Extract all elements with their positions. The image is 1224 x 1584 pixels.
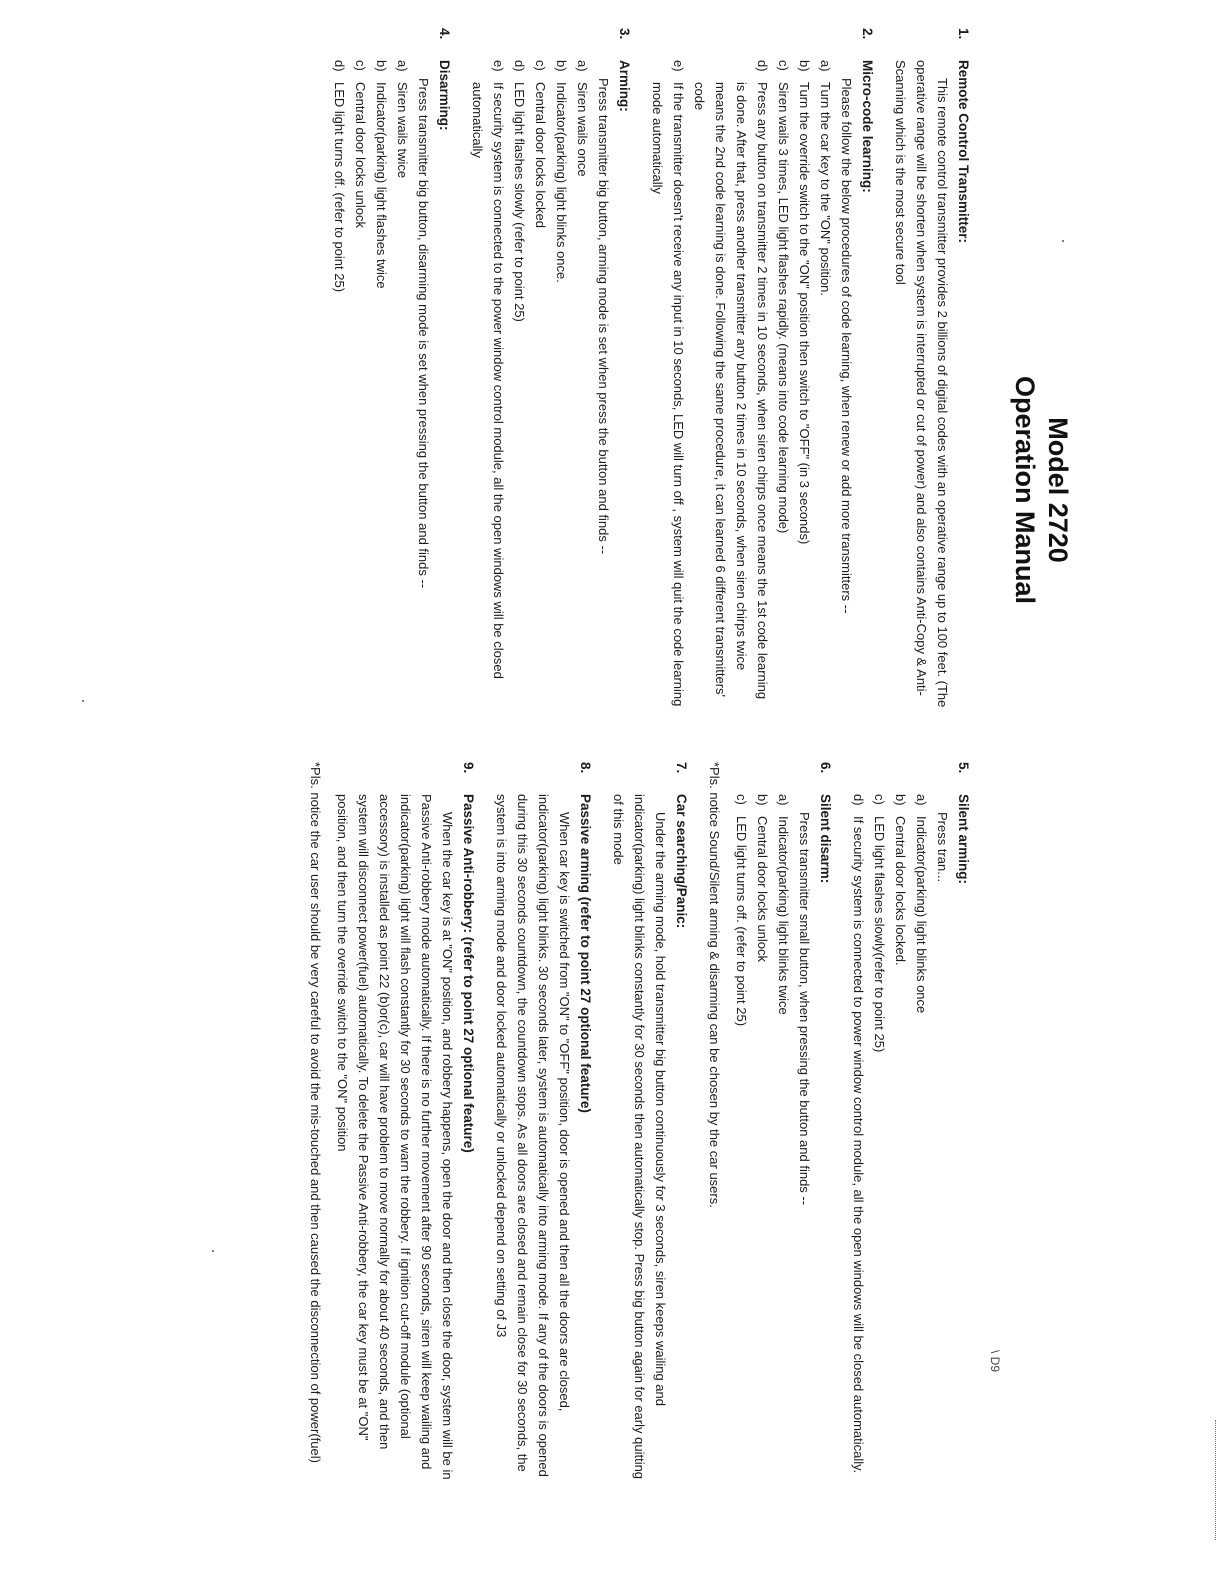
- section-text: When car key is switched from "ON" to "OFF" position, door is opened and then all the doors are closed, indicator(parking) light blinks. 30 seconds later, system is automatically into arming mode. If any of the doors is opened during this 30 seconds countdown, the countdown stops. As all doors are closed and remain close for 30 seconds, the system is into arming mode and door locked automatically or unlocked depend on setting of J3: [494, 794, 572, 1477]
- scan-speck: [82, 700, 84, 702]
- list-item: [350, 60, 371, 708]
- section-number: 7.: [674, 762, 689, 774]
- section-number: 5.: [956, 762, 971, 774]
- list-item: [689, 60, 773, 708]
- section-number: 6.: [818, 762, 833, 774]
- item-key: b): [554, 60, 569, 72]
- item-key: b): [374, 60, 389, 72]
- section-heading: Passive Anti-robbery: (refer to point 27 optional feature): [461, 794, 476, 1153]
- section-number: 8.: [578, 762, 593, 774]
- notice-text: *Pls. notice the car user should be very careful to avoid the mis-touched and then caused the disconnection of power(fuel): [308, 762, 323, 1463]
- list-item: [647, 60, 689, 708]
- item-text: Indicator(parking) light blinks once.: [554, 82, 569, 283]
- section-heading: Passive arming (refer to point 27 optional feature): [578, 794, 593, 1113]
- item-key: a): [575, 60, 590, 72]
- item-text: LED light turns off. (refer to point 25): [734, 816, 749, 1027]
- section-heading: Remote Control Transmitter:: [956, 60, 971, 244]
- section-intro: Press tran...: [935, 812, 950, 883]
- item-text: LED light turns off. (refer to point 25): [332, 82, 347, 293]
- item-text: Central door locks unlock: [755, 816, 770, 962]
- item-key: d): [755, 60, 770, 72]
- section-arming: [467, 28, 635, 708]
- item-key: d): [512, 60, 527, 72]
- section-text: Under the arming mode, hold transmitter big button continuously for 3 seconds, siren keeps wailing and indicator(parking) light blinks constantly for 30 seconds then automatically stop. Press big button again for early quitting of this mode: [611, 794, 668, 1480]
- item-key: d): [332, 60, 347, 72]
- item-key: a): [914, 794, 929, 806]
- item-text: Turn the override switch to the "ON" position then switch to "OFF" (in 3 seconds): [797, 82, 812, 545]
- list-item: [371, 60, 392, 708]
- item-text: Siren wails twice: [395, 82, 410, 179]
- section-code-learning: [647, 28, 878, 708]
- item-key: c): [353, 60, 368, 71]
- item-key: c): [734, 794, 749, 805]
- item-key: a): [776, 794, 791, 806]
- list-item: [530, 60, 551, 708]
- section-number: 1.: [956, 28, 971, 40]
- section-number: 9.: [461, 762, 476, 774]
- section-text: When the car key is at "ON" position, and robbery happens, open the door and then close the door, system will be in Passive Anti-robbery mode automatically. If there is no further movement after 90 seconds, siren will keep wailing and indicator(parking) light will flash constantly for 30 seconds to warn the robbery. If ignition cut-off module (optional accessory) is installed as point 22 (b)or(c), car will have problem to move normally for about 40 seconds, and then system will disconnect power(fuel) automatically. To delete the Passive Anti-robbery, the car key must be at "ON" position, and then turn the override switch to the "ON" position: [335, 794, 455, 1480]
- item-key: a): [818, 60, 833, 72]
- item-key: c): [872, 794, 887, 805]
- list-item: [509, 60, 530, 708]
- section-heading: Car searching/Panic:: [674, 794, 689, 929]
- section-silent-disarm: [704, 762, 836, 1482]
- item-text: Turn the car key to the "ON" position.: [818, 82, 833, 296]
- section-heading: Silent arming:: [956, 794, 971, 885]
- section-disarming: [329, 28, 455, 708]
- item-text: Press any button on transmitter 2 times in 10 seconds, when siren chirps once means the 1st code learning is done. After that, press another transmitter any button 2 times in 10 seconds, when siren chirps twice means the 2nd code learning is done. Following the same procedure, it can learned 6 different transmitters' code: [692, 82, 770, 700]
- section-intro: Press transmitter big button, arming mode is set when press the button and finds --: [596, 78, 611, 555]
- section-number: 2.: [860, 28, 875, 40]
- section-heading: Silent disarm:: [818, 794, 833, 884]
- list-item: [329, 60, 350, 708]
- left-column: [317, 28, 974, 708]
- list-item: [848, 794, 869, 1482]
- list-item: [911, 794, 932, 1482]
- notice-text: *Pls. notice Sound/Silent arming & disarming can be chosen by the car users.: [707, 762, 722, 1208]
- list-item: [815, 60, 836, 708]
- item-text: If the transmitter doesn't receive any input in 10 seconds, LED will turn off , system will quit the code learning mode automatically: [650, 82, 686, 707]
- section-number: 3.: [617, 28, 632, 40]
- item-key: e): [671, 60, 686, 72]
- section-intro: Press transmitter big button, disarming mode is set when pressing the button and finds --: [416, 78, 431, 589]
- item-key: b): [893, 794, 908, 806]
- item-text: If security system is connected to power window control module, all the open windows will be closed automatically.: [851, 816, 866, 1474]
- item-key: b): [755, 794, 770, 806]
- list-item: [572, 60, 593, 708]
- item-key: b): [797, 60, 812, 72]
- list-item: [551, 60, 572, 708]
- list-item: [773, 60, 794, 708]
- item-text: LED light flashes slowly (refer to point 25): [512, 82, 527, 322]
- item-text: Siren wails once: [575, 82, 590, 177]
- section-remote-control: [890, 28, 974, 708]
- list-item: [731, 794, 752, 1482]
- list-item: [752, 794, 773, 1482]
- title-block: [1008, 230, 1074, 750]
- section-text: This remote control transmitter provides 2 billions of digital codes with an operative range up to 100 feet. (The operative range will be shorten when system is interrupted or cut of power) and also contains Anti-Copy & Anti-Scanning which is the most secure tool: [893, 60, 950, 708]
- item-text: Indicator(parking) light blinks twice: [776, 816, 791, 1015]
- item-key: c): [776, 60, 791, 71]
- corner-mark: \ D9: [988, 1350, 1002, 1373]
- scan-speck: [212, 1250, 214, 1252]
- item-key: d): [851, 794, 866, 806]
- model-title: Model 2720: [1043, 417, 1073, 563]
- section-intro: Press transmitter small button, when pressing the button and finds --: [797, 812, 812, 1206]
- section-car-searching: [608, 762, 692, 1482]
- section-intro: Please follow the below procedures of code learning, when renew or add more transmitters --: [839, 78, 854, 614]
- manual-title: Operation Manual: [1010, 375, 1040, 605]
- item-text: LED light flashes slowly(refer to point 25): [872, 816, 887, 1053]
- section-heading: Micro-code learning:: [860, 60, 875, 193]
- item-text: Indicator(parking) light flashes twice: [374, 82, 389, 289]
- item-text: If security system is connected to the power window control module, all the open windows will be closed automatically: [470, 82, 506, 679]
- list-item: [773, 794, 794, 1482]
- list-item: [869, 794, 890, 1482]
- item-key: c): [533, 60, 548, 71]
- right-column: [293, 762, 974, 1482]
- item-key: e): [491, 60, 506, 72]
- item-text: Siren wails 3 times, LED light flashes rapidly. (means into code learning mode): [776, 82, 791, 534]
- item-text: Central door locks unlock: [353, 82, 368, 228]
- list-item: [467, 60, 509, 708]
- item-text: Central door locks locked.: [893, 816, 908, 966]
- item-text: Central door locks locked: [533, 82, 548, 228]
- scan-artifact: [1215, 1420, 1216, 1540]
- list-item: [890, 794, 911, 1482]
- section-passive-anti-robbery: [305, 762, 479, 1482]
- section-passive-arming: [491, 762, 596, 1482]
- list-item: [794, 60, 815, 708]
- section-number: 4.: [437, 28, 452, 40]
- item-text: Indicator(parking) light blinks once: [914, 816, 929, 1014]
- scan-speck: [1062, 240, 1064, 242]
- section-heading: Disarming:: [437, 60, 452, 131]
- item-key: a): [395, 60, 410, 72]
- section-silent-arming: [848, 762, 974, 1482]
- list-item: [392, 60, 413, 708]
- section-heading: Arming:: [617, 60, 632, 112]
